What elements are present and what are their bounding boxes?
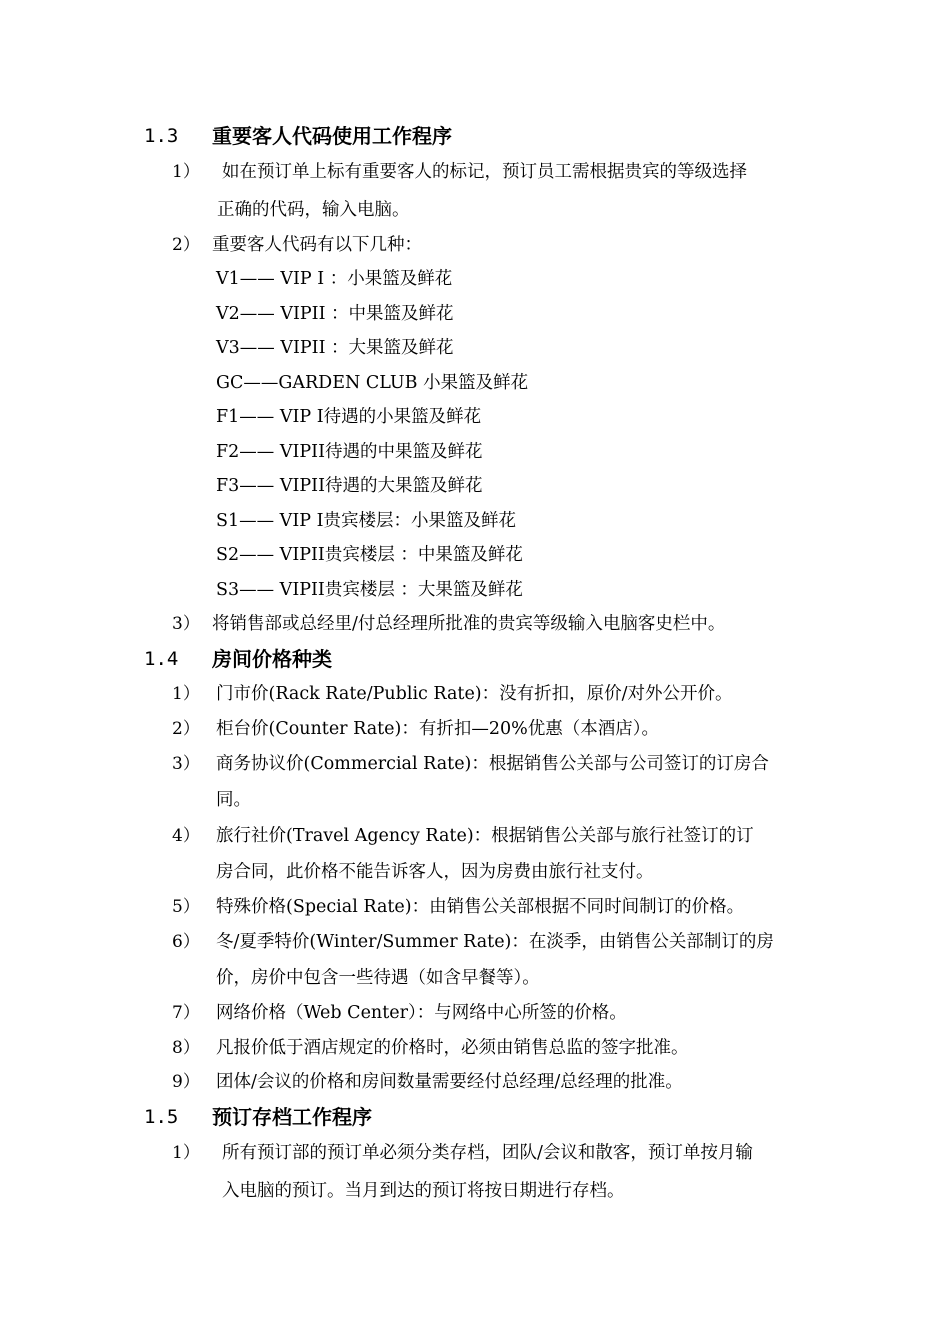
- section-title: 重要客人代码使用工作程序: [212, 124, 452, 148]
- item-text: 凡报价低于酒店规定的价格时，必须由销售总监的签字批准。: [216, 1038, 689, 1058]
- item-text: 所有预订部的预订单必须分类存档，团队/会议和散客，预订单按月输: [222, 1143, 753, 1163]
- code-line: S3—— VIPII贵宾楼层 ：大果篮及鲜花: [216, 580, 523, 600]
- code-line: F2—— VIPII待遇的中果篮及鲜花: [216, 442, 483, 462]
- item-number: 5）: [172, 897, 200, 917]
- item-text: 价，房价中包含一些待遇（如含早餐等）。: [216, 968, 540, 988]
- section-number: 1.5: [144, 1106, 179, 1128]
- item-number: 9）: [172, 1072, 200, 1092]
- section-number: 1.4: [144, 648, 179, 670]
- code-line: F3—— VIPII待遇的大果篮及鲜花: [216, 476, 483, 496]
- section-number: 1.3: [144, 125, 179, 147]
- code-line: V1—— VIP I ：小果篮及鲜花: [216, 269, 453, 289]
- item-number: 2）: [172, 719, 200, 739]
- item-text: 冬/夏季特价(Winter/Summer Rate)：在淡季，由销售公关部制订的房: [216, 932, 774, 952]
- item-text: 同。: [216, 790, 251, 810]
- item-text: 正确的代码，输入电脑。: [217, 200, 410, 220]
- section-title: 预订存档工作程序: [212, 1105, 372, 1129]
- item-text: 团体/会议的价格和房间数量需要经付总经理/总经理的批准。: [216, 1072, 683, 1092]
- item-number: 1）: [172, 684, 200, 704]
- item-number: 6）: [172, 932, 200, 952]
- section-title: 房间价格种类: [212, 647, 332, 671]
- code-line: F1—— VIP I待遇的小果篮及鲜花: [216, 407, 482, 427]
- item-text: 重要客人代码有以下几种：: [212, 235, 422, 255]
- item-text: 网络价格（Web Center）：与网络中心所签的价格。: [216, 1003, 627, 1023]
- code-line: S1—— VIP I贵宾楼层：小果篮及鲜花: [216, 511, 516, 531]
- item-number: 3）: [172, 614, 200, 634]
- item-text: 入电脑的预订。当月到达的预订将按日期进行存档。: [222, 1181, 625, 1201]
- item-number: 1）: [172, 162, 200, 182]
- item-number: 8）: [172, 1038, 200, 1058]
- item-text: 商务协议价(Commercial Rate)：根据销售公关部与公司签订的订房合: [216, 754, 769, 774]
- item-text: 将销售部或总经里/付总经理所批准的贵宾等级输入电脑客史栏中。: [212, 614, 726, 634]
- code-line: V3—— VIPII ：大果篮及鲜花: [216, 338, 454, 358]
- item-number: 7）: [172, 1003, 200, 1023]
- item-text: 门市价(Rack Rate/Public Rate)：没有折扣，原价/对外公开价。: [216, 684, 733, 704]
- code-line: V2—— VIPII ：中果篮及鲜花: [216, 304, 454, 324]
- item-number: 1）: [172, 1143, 200, 1163]
- code-line: GC——GARDEN CLUB 小果篮及鲜花: [216, 373, 529, 393]
- item-text: 旅行社价(Travel Agency Rate)：根据销售公关部与旅行社签订的订: [216, 826, 754, 846]
- item-number: 2）: [172, 235, 200, 255]
- item-text: 特殊价格(Special Rate)：由销售公关部根据不同时间制订的价格。: [216, 897, 745, 917]
- item-number: 3）: [172, 754, 200, 774]
- item-text: 如在预订单上标有重要客人的标记，预订员工需根据贵宾的等级选择: [222, 162, 747, 182]
- item-text: 房合同，此价格不能告诉客人，因为房费由旅行社支付。: [216, 862, 654, 882]
- item-text: 柜台价(Counter Rate)：有折扣—20%优惠（本酒店）。: [216, 719, 659, 739]
- code-line: S2—— VIPII贵宾楼层 ：中果篮及鲜花: [216, 545, 523, 565]
- item-number: 4）: [172, 826, 200, 846]
